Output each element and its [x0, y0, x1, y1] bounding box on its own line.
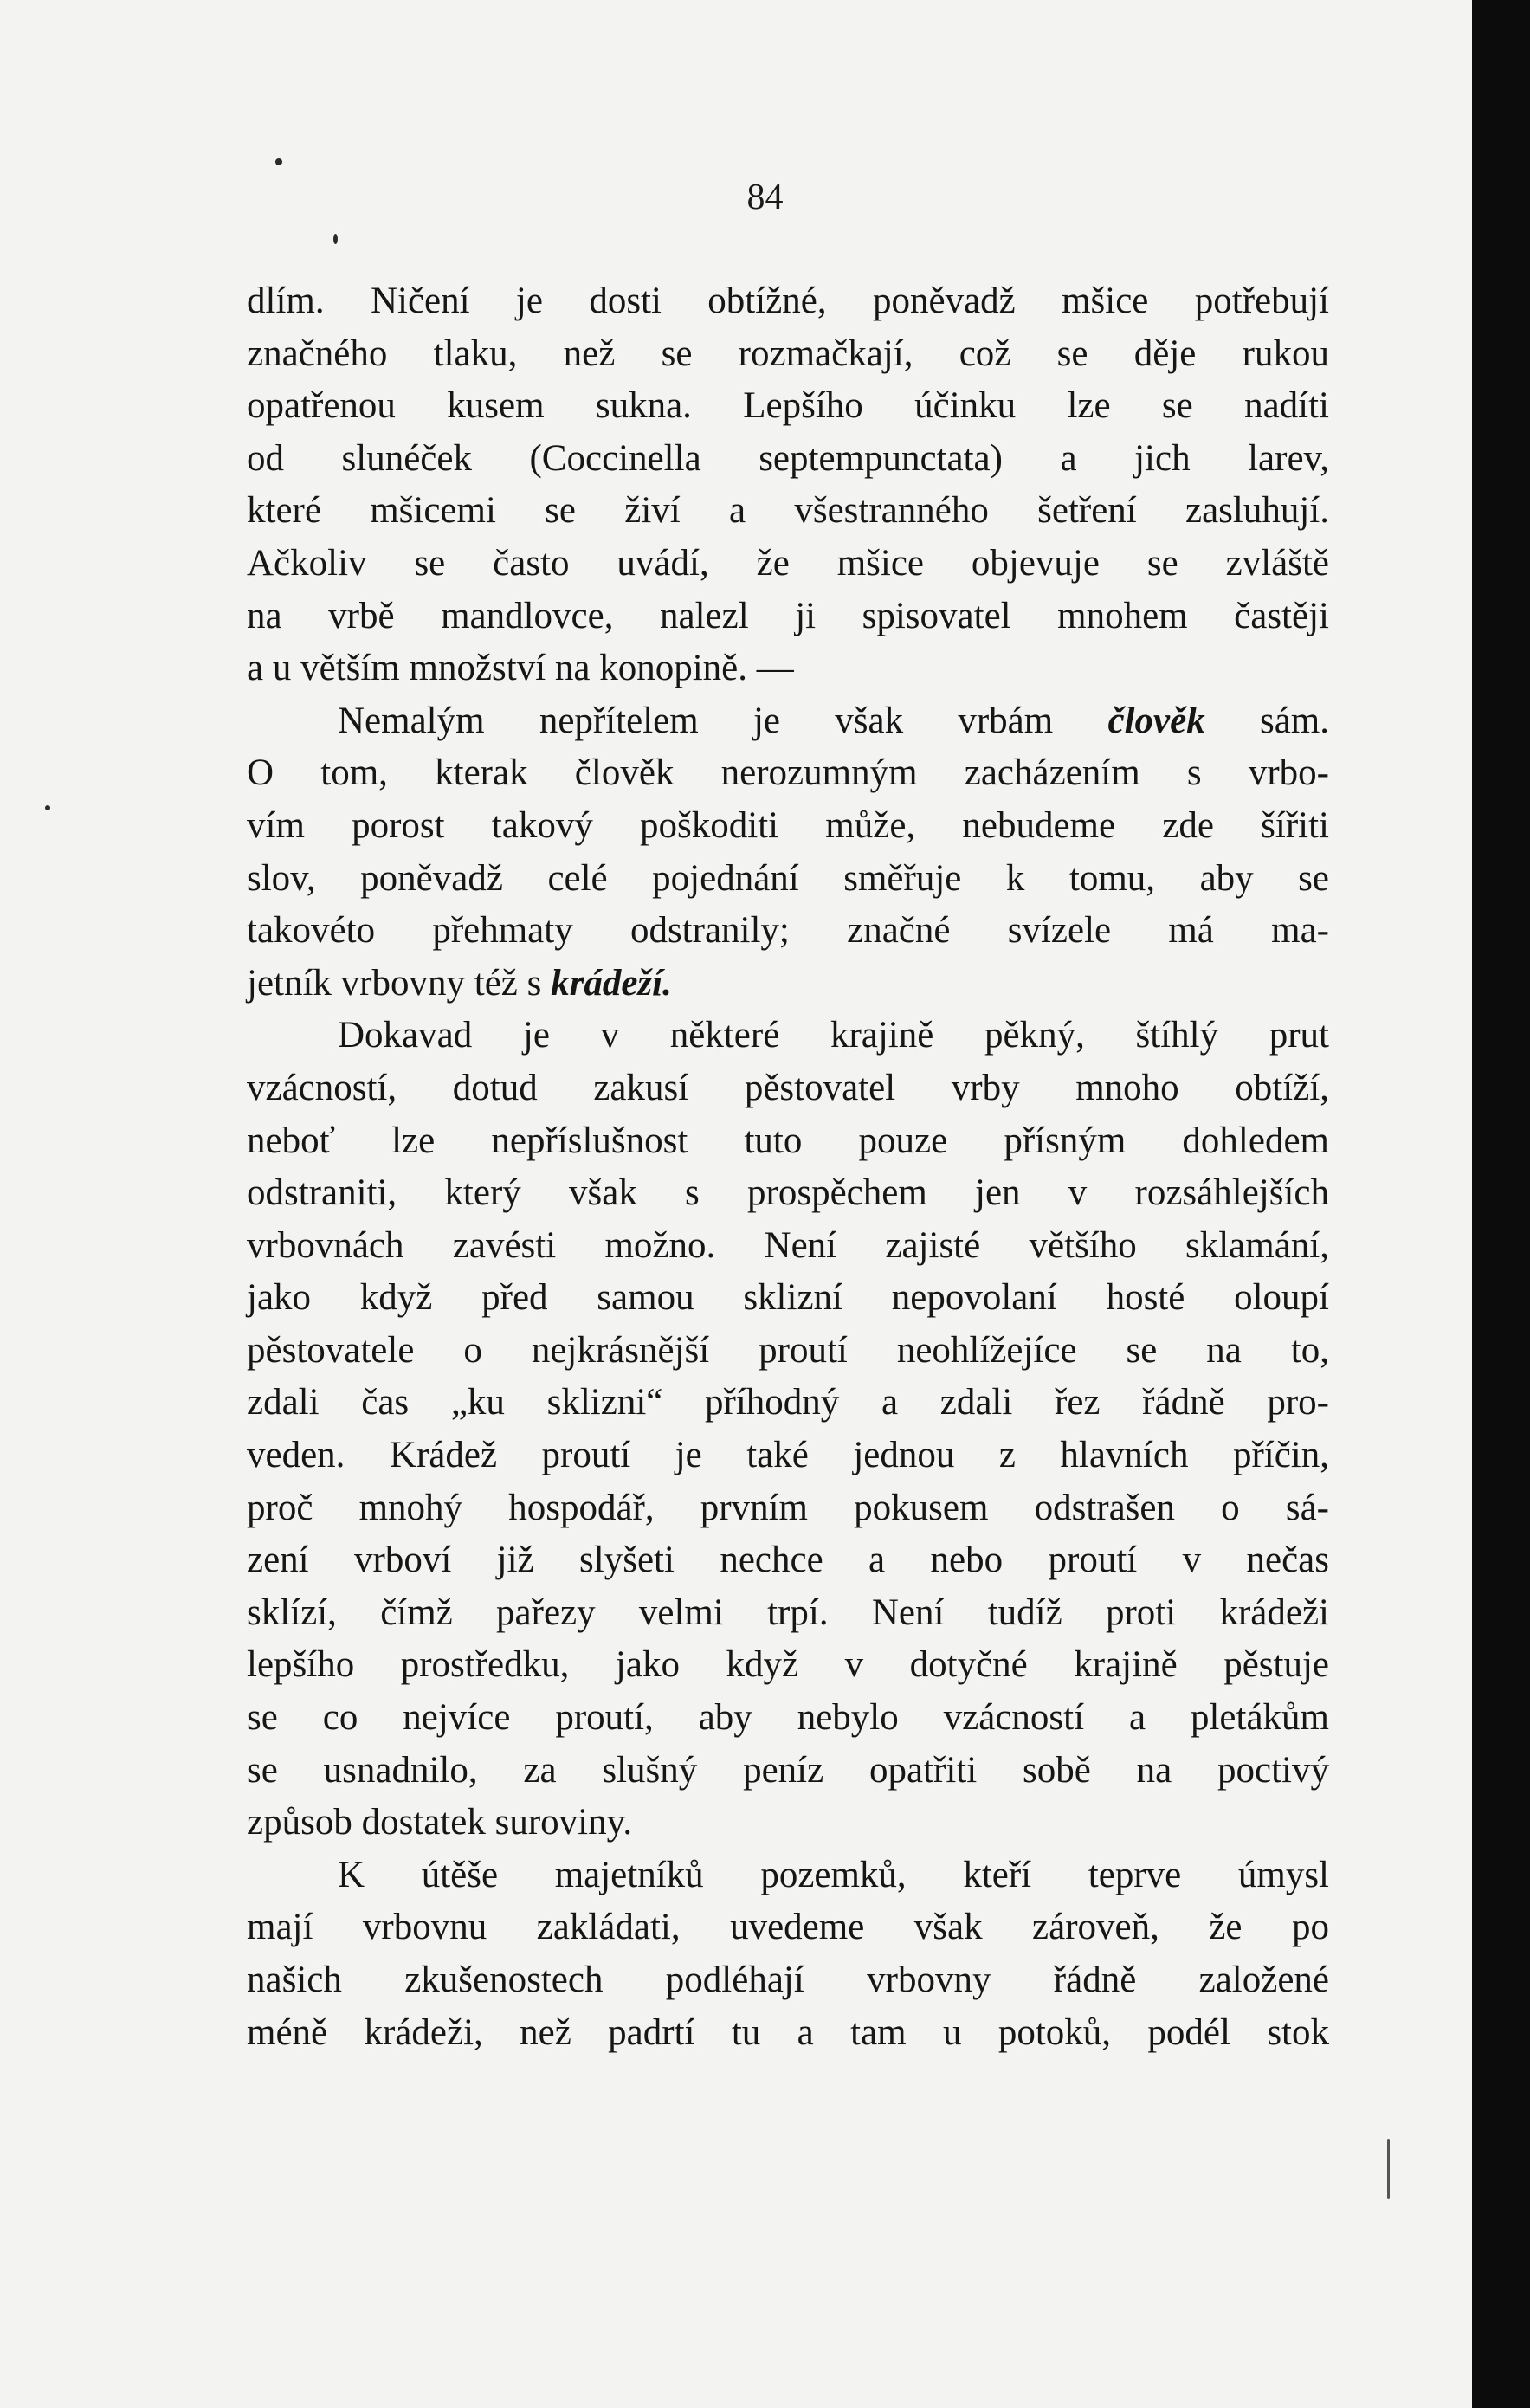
text-line: vím porost takový poškoditi může, nebudeme zde šířiti — [247, 804, 1329, 846]
text-line: veden. Krádež proutí je také jednou z hlavních příčin, — [247, 1435, 1329, 1476]
text-line: a u větším množství na konopině. — — [247, 648, 794, 689]
text-line: K útěše majetníků pozemků, kteří teprve úmysl — [338, 1854, 1329, 1895]
text-line: O tom, kterak člověk nerozumným zacházením s vrbo- — [247, 752, 1329, 794]
emphasized-term: člověk — [1107, 700, 1205, 741]
paragraph — [247, 1850, 1329, 2059]
text-line: zení vrboví již slyšeti nechce a nebo proutí v nečas — [247, 1540, 1329, 1581]
page-number: 84 — [746, 178, 784, 217]
text-line: opatřenou kusem sukna. Lepšího účinku lze se nadíti — [247, 385, 1329, 427]
text-line: se co nejvíce proutí, aby nebylo vzácností a pletákům — [247, 1697, 1329, 1739]
text-line: méně krádeži, než padrtí tu a tam u potoků, podél stok — [247, 2011, 1329, 2053]
text-line: které mšicemi se živí a všestranného šetření zasluhují. — [247, 490, 1329, 532]
print-speck — [1387, 2139, 1390, 2199]
text-line: slov, poněvadž celé pojednání směřuje k tomu, aby se — [247, 857, 1329, 899]
text-line: značného tlaku, než se rozmačkají, což se děje rukou — [247, 332, 1329, 374]
text-line: jetník vrbovny též s krádeží. — [247, 962, 672, 1004]
text-line: proč mnohý hospodář, prvním pokusem odstrašen o sá- — [247, 1487, 1329, 1528]
text-line: dlím. Ničení je dosti obtížné, poněvadž mšice potřebují — [247, 281, 1329, 321]
text-line: sklízí, čímž pařezy velmi trpí. Není tudíž proti krádeži — [247, 1591, 1329, 1633]
text-line: vzácností, dotud zakusí pěstovatel vrby mnoho obtíží, — [247, 1067, 1329, 1108]
text-line: lepšího prostředku, jako když v dotyčné krajině pěstuje — [247, 1644, 1329, 1686]
text-line: se usnadnilo, za slušný peníz opatřiti sobě na poctivý — [247, 1749, 1329, 1791]
text-line: Nemalým nepřítelem je však vrbám člověk sám. — [338, 700, 1329, 741]
print-speck — [45, 805, 50, 810]
text-line: pěstovatele o nejkrásnější proutí neohlížejíce se na to, — [247, 1329, 1329, 1371]
paragraph — [247, 695, 1329, 1010]
text-line: zdali čas „ku sklizni“ příhodný a zdali řez řádně pro- — [247, 1382, 1329, 1423]
text-line: takovéto přehmaty odstranily; značné svízele má ma- — [247, 910, 1329, 952]
text-line: jako když před samou sklizní nepovolaní hosté oloupí — [247, 1277, 1329, 1319]
text-line: způsob dostatek suroviny. — [247, 1802, 633, 1843]
scan-edge — [1472, 0, 1530, 2408]
text-line: na vrbě mandlovce, nalezl ji spisovatel mnohem častěji — [247, 595, 1329, 636]
text-line: od slunéček (Coccinella septempunctata) a jich larev, — [247, 437, 1329, 479]
body-text — [247, 275, 1329, 2059]
print-speck — [275, 158, 282, 165]
text-line: Dokavad je v některé krajině pěkný, štíhlý prut — [338, 1015, 1329, 1056]
emphasized-term: krádeží. — [551, 962, 672, 1004]
print-speck — [333, 234, 338, 244]
text-line: odstraniti, který však s prospěchem jen v rozsáhlejších — [247, 1172, 1329, 1214]
paragraph — [247, 1010, 1329, 1850]
text-line: našich zkušenostech podléhají vrbovny řádně založené — [247, 1959, 1329, 2000]
text-line: vrbovnách zavésti možno. Není zajisté většího sklamání, — [247, 1224, 1329, 1266]
paragraph — [247, 275, 1329, 695]
text-line: neboť lze nepříslušnost tuto pouze přísným dohledem — [247, 1120, 1329, 1161]
text-line: Ačkoliv se často uvádí, že mšice objevuje se zvláště — [247, 542, 1329, 584]
text-line: mají vrbovnu zakládati, uvedeme však zároveň, že po — [247, 1907, 1329, 1948]
